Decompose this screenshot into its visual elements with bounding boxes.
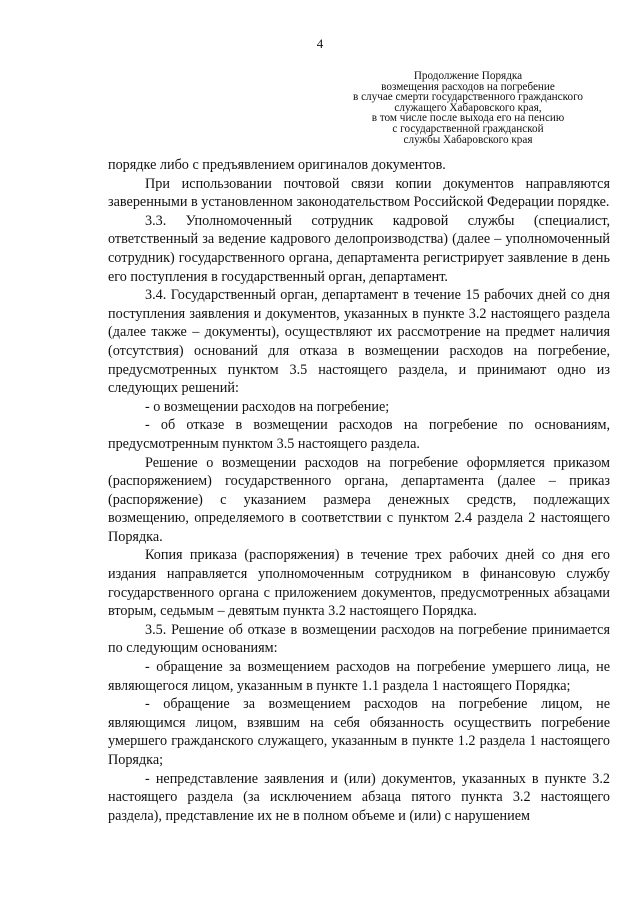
header-line: возмещения расходов на погребение [381, 80, 555, 93]
page-number: 4 [316, 36, 324, 51]
clause-3-3-paragraph: 3.3. Уполномоченный сотрудник кадровой службы (специалист, ответственный за ведение кадрового делопроизводства) (далее – уполномоченный сотрудник) государственного органа, департамента регистрирует заявление в день его поступления в государственный орган, департамент. [108, 212, 610, 285]
refusal-ground-item: - непредставление заявления и (или) документов, указанных в пункте 3.2 настоящего раздела (за исключением абзаца пятого пункта 3.2 настоящего раздела), представление их не в полном объеме и (или) с нарушением [108, 770, 610, 824]
decision-option-item: - о возмещении расходов на погребение; [145, 398, 390, 415]
header-line: в том числе после выхода его на пенсию [371, 112, 565, 125]
header-line: в случае смерти государственного гражданского [352, 91, 583, 104]
clause-3-4-paragraph: 3.4. Государственный орган, департамент в течение 15 рабочих дней со дня поступления заявления и документов, указанных в пункте 3.2 настоящего раздела (далее также – документы), осуществляют их рассмотрение на предмет наличия (отсутствия) оснований для отказа в возмещении расходов на погребение, предусмотренных пунктом 3.5 настоящего раздела, и принимают одно из следующих решений: [108, 287, 610, 397]
document-continuation-header [318, 71, 618, 145]
clause-3-5-paragraph: 3.5. Решение об отказе в возмещении расходов на погребение принимается по следующим основаниям: [108, 621, 610, 657]
refusal-ground-item: - обращение за возмещением расходов на погребение умершего лица, не являющегося лицом, указанным в пункте 1.1 раздела 1 настоящего Порядка; [108, 659, 610, 694]
header-line: Продолжение Порядка [413, 70, 523, 82]
decision-option-item: - об отказе в возмещении расходов на погребение по основаниям, предусмотренным пунктом 3.5 настоящего раздела. [108, 417, 610, 452]
body-paragraph: При использовании почтовой связи копии документов направляются заверенными в установленном законодательством Российской Федерации порядке. [108, 175, 610, 211]
header-line: службы Хабаровского края [403, 133, 533, 146]
body-paragraph: Копия приказа (распоряжения) в течение трех рабочих дней со дня его издания направляется уполномоченным сотрудником в финансовую службу государственного органа с приложением документов, предусмотренных абзацами вторым, седьмым – девятым пункта 3.2 настоящего Порядка. [108, 547, 610, 620]
body-paragraph: Решение о возмещении расходов на погребение оформляется приказом (распоряжением) государственного органа, департамента (далее – приказ (распоряжение) с указанием размера денежных средств, подлежащих возмещению, определяемого в соответствии с пунктом 2.4 раздела 2 настоящего Порядка. [108, 454, 610, 545]
header-line: с государственной гражданской [392, 122, 544, 135]
refusal-ground-item: - обращение за возмещением расходов на погребение лицом, не являющимся лицом, взявшим на себя обязанность осуществить погребение умершего гражданского служащего, указанным в пункте 1.2 раздела 1 настоящего Порядка; [108, 696, 610, 768]
document-body [108, 156, 610, 825]
body-paragraph: порядке либо с предъявлением оригиналов документов. [108, 157, 446, 173]
header-line: служащего Хабаровского края, [394, 101, 542, 114]
